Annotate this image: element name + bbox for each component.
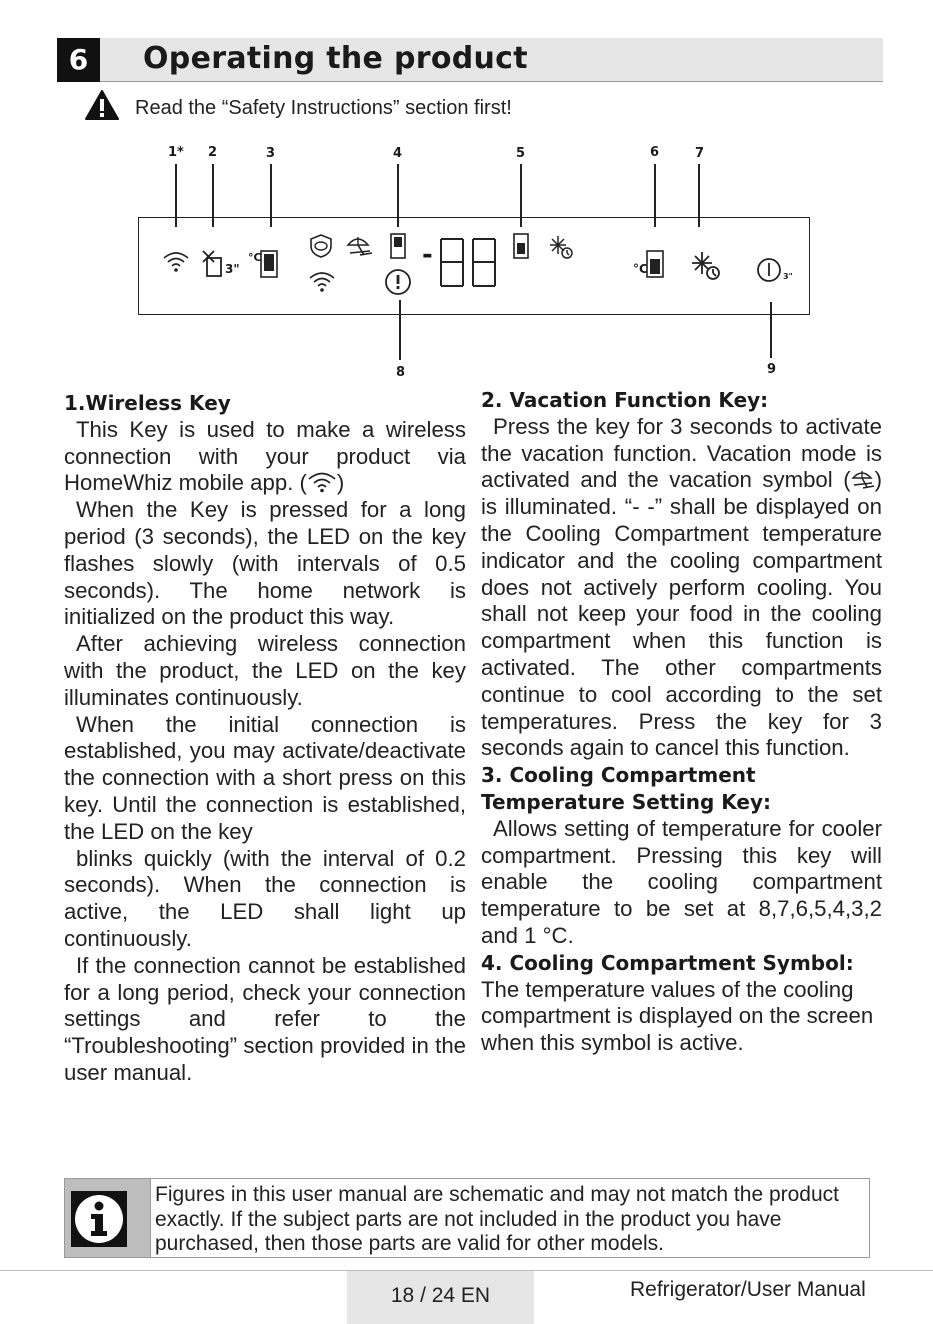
warning-icon — [85, 90, 119, 120]
wifi-inline-icon — [307, 471, 337, 493]
safety-warning — [85, 90, 785, 126]
cooling-symbol-paragraph: The temperature values of the cooling compartment is displayed on the screen when this symbol is active. — [481, 976, 874, 1056]
vacation-inline-icon — [851, 468, 875, 490]
freezer-compartment-icon — [513, 233, 529, 259]
vacation-key-icon — [200, 248, 226, 278]
cooling-temp-paragraph: Allows setting of temperature for cooler compartment. Pressing this key will enable the cooling compartment temperature to be set at 8,7,6,5,4,3,2 and 1 °C. — [481, 815, 882, 948]
info-note — [64, 1178, 870, 1258]
vacation-paragraph-1 — [481, 414, 882, 762]
callout-1: 1* — [168, 145, 184, 160]
alarm-icon — [384, 268, 412, 296]
manual-title: Refrigerator/User Manual — [630, 1278, 866, 1301]
left-column — [64, 390, 466, 1087]
freezer-temp-setting-icon — [646, 250, 664, 278]
callout-5: 5 — [516, 146, 526, 161]
note-text: Figures in this user manual are schematic and may not match the product exactly. If the subject parts are not included in the product you have purchased, then those parts are valid for other models. — [155, 1183, 839, 1255]
wifi-icon — [162, 250, 190, 274]
wireless-paragraph-4: When the initial connection is established, you may activate/deactivate the connection with a short press on this key. Until the connection is established, the LED on the key — [64, 711, 466, 844]
wireless-paragraph-5: blinks quickly (with the interval of 0.2 seconds). When the connection is active, the LED shall light up continuously. — [64, 845, 466, 951]
callout-2: 2 — [208, 145, 218, 160]
wireless-paragraph-3: After achieving wireless connection with the product, the LED on the key illuminates continuously. — [64, 631, 466, 710]
quick-freeze-symbol-icon — [548, 234, 574, 260]
cooling-symbol-heading: 4. Cooling Compartment Symbol: — [481, 950, 854, 975]
display-minus: - — [422, 240, 433, 270]
callout-4: 4 — [393, 146, 403, 161]
fridge-temp-setting-icon — [260, 250, 278, 278]
wireless-p1-text: This Key is used to make a wireless connection with your product via HomeWhiz mobile app. ( — [64, 416, 466, 496]
freezer-temp-unit-label: °C — [633, 262, 648, 276]
chapter-header — [57, 38, 883, 82]
wireless-key-heading: 1.Wireless Key — [64, 391, 231, 415]
callout-7: 7 — [695, 146, 705, 161]
vacation-p1-rest: ) is illuminated. “- -” shall be displayed on the Cooling Compartment temperature indicator and the cooling compartment does not actively perform cooling. You shall not keep your food in the cooling compartment when this function is activated. The other compartments continue to cool according to the set temperatures. Press the key for 3 seconds again to cancel this function. — [481, 467, 882, 761]
callout-9: 9 — [767, 362, 777, 377]
wireless-paragraph-1 — [64, 417, 466, 497]
chapter-title: Operating the product — [143, 41, 528, 76]
power-icon — [756, 257, 782, 283]
info-icon-box — [65, 1179, 151, 1257]
page-number: 18 / 24 EN — [347, 1271, 534, 1324]
power-hold-3s-label: 3" — [783, 272, 793, 281]
quick-freeze-key-icon — [690, 250, 722, 282]
wireless-paragraph-2: When the Key is pressed for a long period (3 seconds), the LED on the key flashes slowly (with intervals of 0.5 seconds). The home network is initialized on the product this way. — [64, 497, 466, 630]
wireless-p1-close: ) — [336, 470, 345, 496]
temperature-display — [438, 237, 500, 289]
wifi-status-icon — [308, 270, 336, 294]
temp-unit-label: °C — [248, 251, 262, 264]
control-panel-diagram — [0, 140, 933, 385]
warning-text: Read the “Safety Instructions” section first! — [135, 97, 512, 119]
chapter-number: 6 — [57, 38, 100, 82]
vacation-key-heading: 2. Vacation Function Key: — [481, 388, 769, 412]
cooling-temp-heading: 3. Cooling Compartment Temperature Setting Key: — [481, 763, 772, 814]
cooling-compartment-symbol-icon — [390, 233, 406, 259]
right-column — [481, 387, 882, 1057]
info-icon — [71, 1191, 127, 1247]
shield-icon — [308, 233, 334, 259]
callout-6: 6 — [650, 145, 660, 160]
vacation-p1-text: Press the key for 3 seconds to activate the vacation function. Vacation mode is activated and the vacation symbol ( — [481, 413, 882, 493]
callout-8: 8 — [396, 365, 406, 380]
vacation-umbrella-icon — [346, 233, 374, 259]
callout-3: 3 — [266, 146, 276, 161]
wireless-paragraph-6: If the connection cannot be established for a long period, check your connection settings and refer to the “Troubleshooting” section provided in the user manual. — [64, 952, 466, 1085]
hold-3s-label: 3" — [225, 262, 240, 276]
